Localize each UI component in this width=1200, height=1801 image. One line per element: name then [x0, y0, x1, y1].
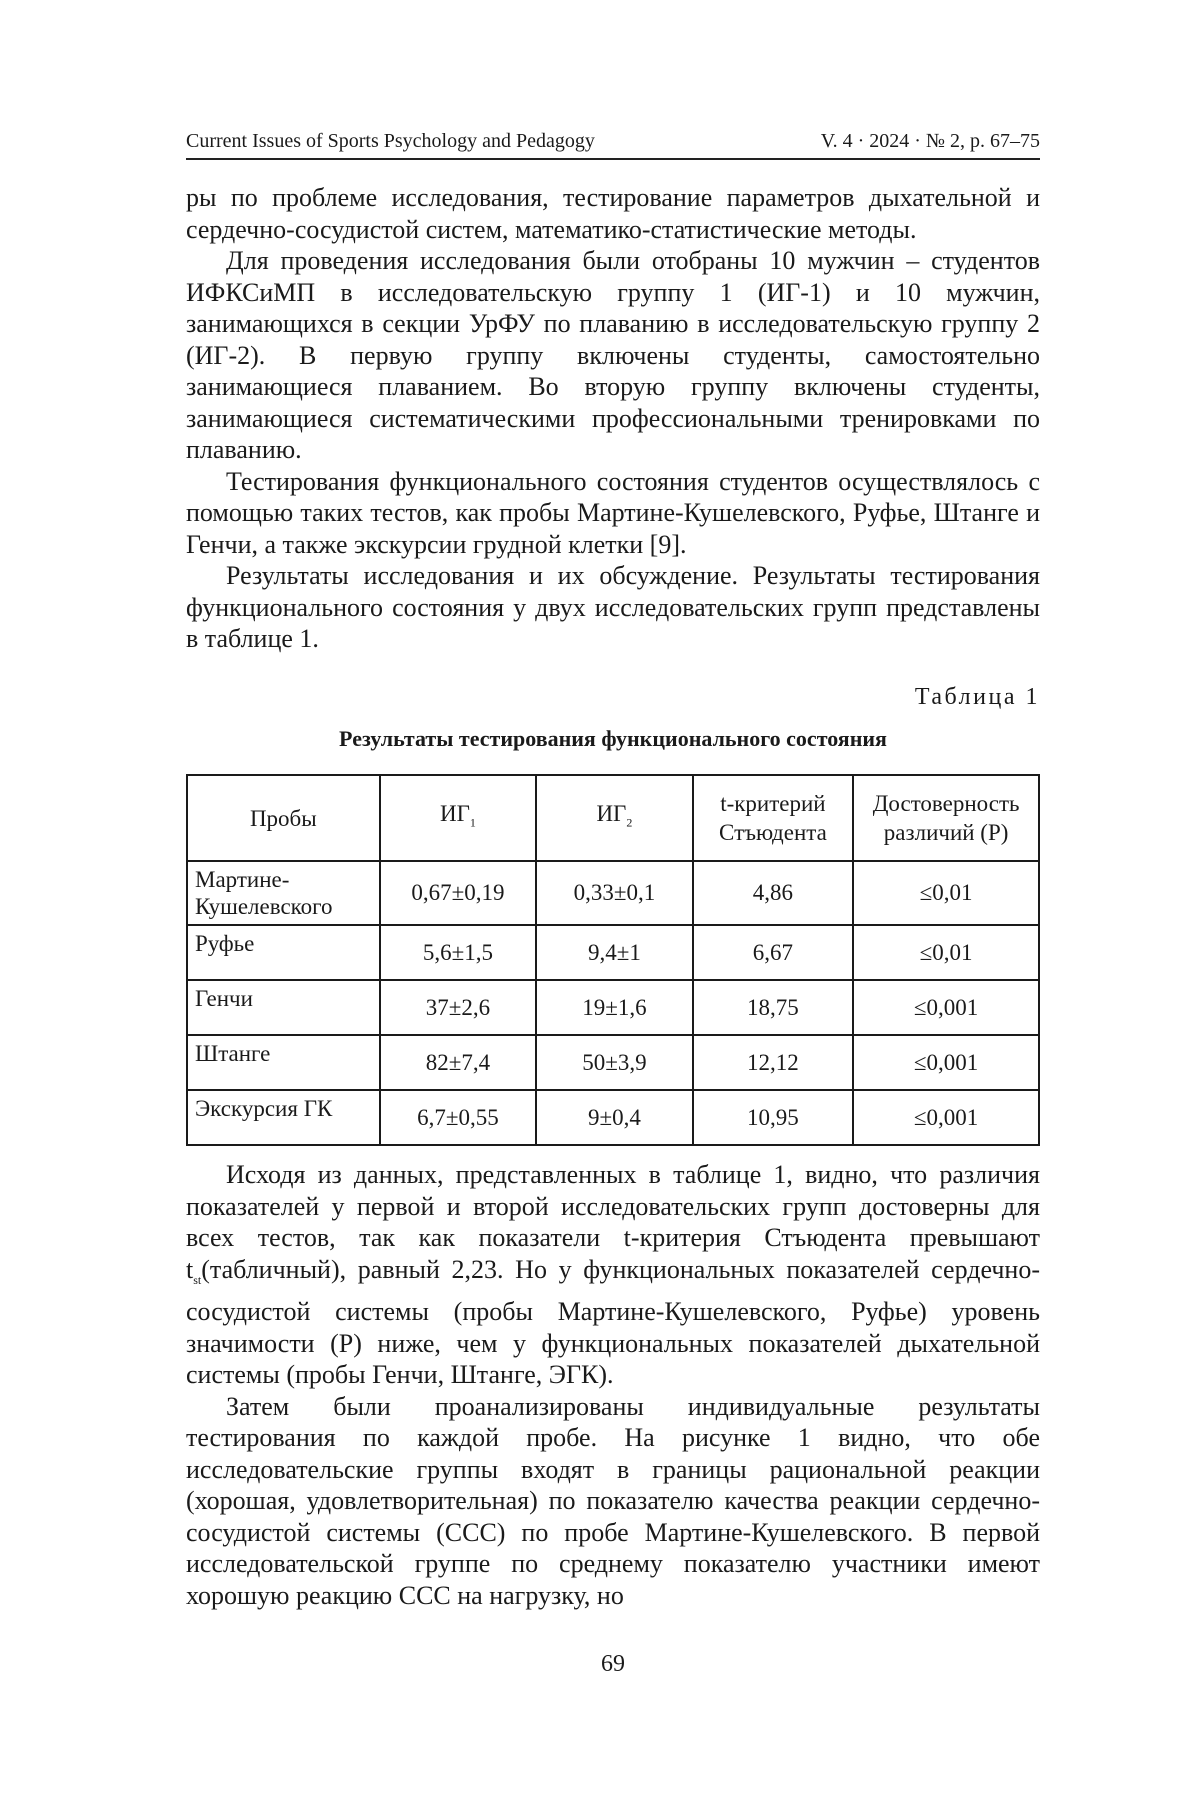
body-text-top	[186, 182, 1040, 655]
cell-ig1: 82±7,4	[380, 1035, 537, 1090]
cell-ig1: 5,6±1,5	[380, 925, 537, 980]
results-table	[186, 774, 1040, 1146]
table-title: Результаты тестирования функционального состояния	[339, 726, 887, 751]
cell-p: ≤0,001	[853, 980, 1039, 1035]
paragraph: Тестирования функционального состояния студентов осуществлялось с помощью таких тестов, как пробы Мартине-Кушелевского, Руфье, Штанге и Генчи, а также экскурсии грудной клетки [9].	[186, 466, 1040, 559]
table-row	[187, 1090, 1039, 1145]
cell-p: ≤0,001	[853, 1035, 1039, 1090]
cell-test: Руфье	[187, 925, 380, 980]
cell-t: 18,75	[693, 980, 854, 1035]
header-ig2: $ИГ_2$	[536, 775, 692, 861]
cell-ig2: 50±3,9	[536, 1035, 692, 1090]
table-row	[187, 980, 1039, 1035]
body-text-bottom	[186, 1159, 1040, 1611]
running-head	[186, 128, 1040, 160]
page-number: 69	[601, 1651, 625, 1677]
header-t-criterion: t-критерий Стъюдента	[693, 775, 854, 861]
cell-ig1: 6,7±0,55	[380, 1090, 537, 1145]
header-significance: Достоверность различий (Р)	[853, 775, 1039, 861]
journal-title: Current Issues of Sports Psychology and Pedagogy	[186, 130, 595, 152]
paragraph: Результаты исследования и их обсуждение. Результаты тестирования функционального состояния у двух исследовательских групп представлены в таблице 1.	[186, 561, 1040, 653]
cell-t: 6,67	[693, 925, 854, 980]
paragraph: Затем были проанализированы индивидуальные результаты тестирования по каждой пробе. На рисунке 1 видно, что обе исследовательские группы входят в границы рациональной реакции (хорошая, удовлетворительная) по показателю качества реакции сердечно-сосудистой системы (ССС) по пробе Мартине-Кушелевского. В первой исследовательской группе по среднему показателю участники имеют хорошую реакцию ССС на нагрузку, но	[186, 1391, 1040, 1610]
cell-p: ≤0,01	[853, 861, 1039, 925]
paragraph: Исходя из данных, представленных в таблице 1, видно, что различия показателей у первой и второй исследовательских групп достоверны для всех тестов, так как показатели t-критерия Стъюдента превышают $t_{st}(табличный)$, равный 2,23. Но у функциональных показателей сердечно-сосудистой системы (пробы Мартине-Кушелевского, Руфье) уровень значимости (Р) ниже, чем у функциональных показателей дыхательной системы (пробы Генчи, Штанге, ЭГК).	[186, 1160, 1040, 1390]
volume-info: V. 4 · 2024 · № 2, p. 67–75	[820, 130, 1040, 152]
table-row	[187, 1035, 1039, 1090]
cell-p: ≤0,001	[853, 1090, 1039, 1145]
table-row	[187, 861, 1039, 925]
header-tests: Пробы	[187, 775, 380, 861]
cell-ig2: 0,33±0,1	[536, 861, 692, 925]
table-header-row	[187, 775, 1039, 861]
cell-ig2: 9±0,4	[536, 1090, 692, 1145]
cell-ig1: 0,67±0,19	[380, 861, 537, 925]
cell-t: 10,95	[693, 1090, 854, 1145]
cell-test: Генчи	[187, 980, 380, 1035]
cell-t: 4,86	[693, 861, 854, 925]
cell-ig2: 19±1,6	[536, 980, 692, 1035]
cell-t: 12,12	[693, 1035, 854, 1090]
paragraph: Для проведения исследования были отобраны 10 мужчин – студентов ИФКСиМП в исследовательскую группу 1 (ИГ-1) и 10 мужчин, занимающихся в секции УрФУ по плаванию в исследовательскую группу 2 (ИГ-2). В первую группу включены студенты, самостоятельно занимающиеся плаванием. Во вторую группу включены студенты, занимающиеся систематическими профессиональными тренировками по плаванию.	[186, 246, 1040, 464]
cell-test: Мартине- Кушелевского	[187, 861, 380, 925]
cell-ig1: 37±2,6	[380, 980, 537, 1035]
cell-ig2: 9,4±1	[536, 925, 692, 980]
cell-p: ≤0,01	[853, 925, 1039, 980]
table-label: Таблица 1	[914, 684, 1040, 710]
table-row	[187, 925, 1039, 980]
header-ig1: $ИГ_1$	[380, 775, 537, 861]
cell-test: Экскурсия ГК	[187, 1090, 380, 1145]
cell-test: Штанге	[187, 1035, 380, 1090]
paragraph: ры по проблеме исследования, тестирование параметров дыхательной и сердечно-сосудистой систем, математико-статистические методы.	[186, 183, 1040, 244]
